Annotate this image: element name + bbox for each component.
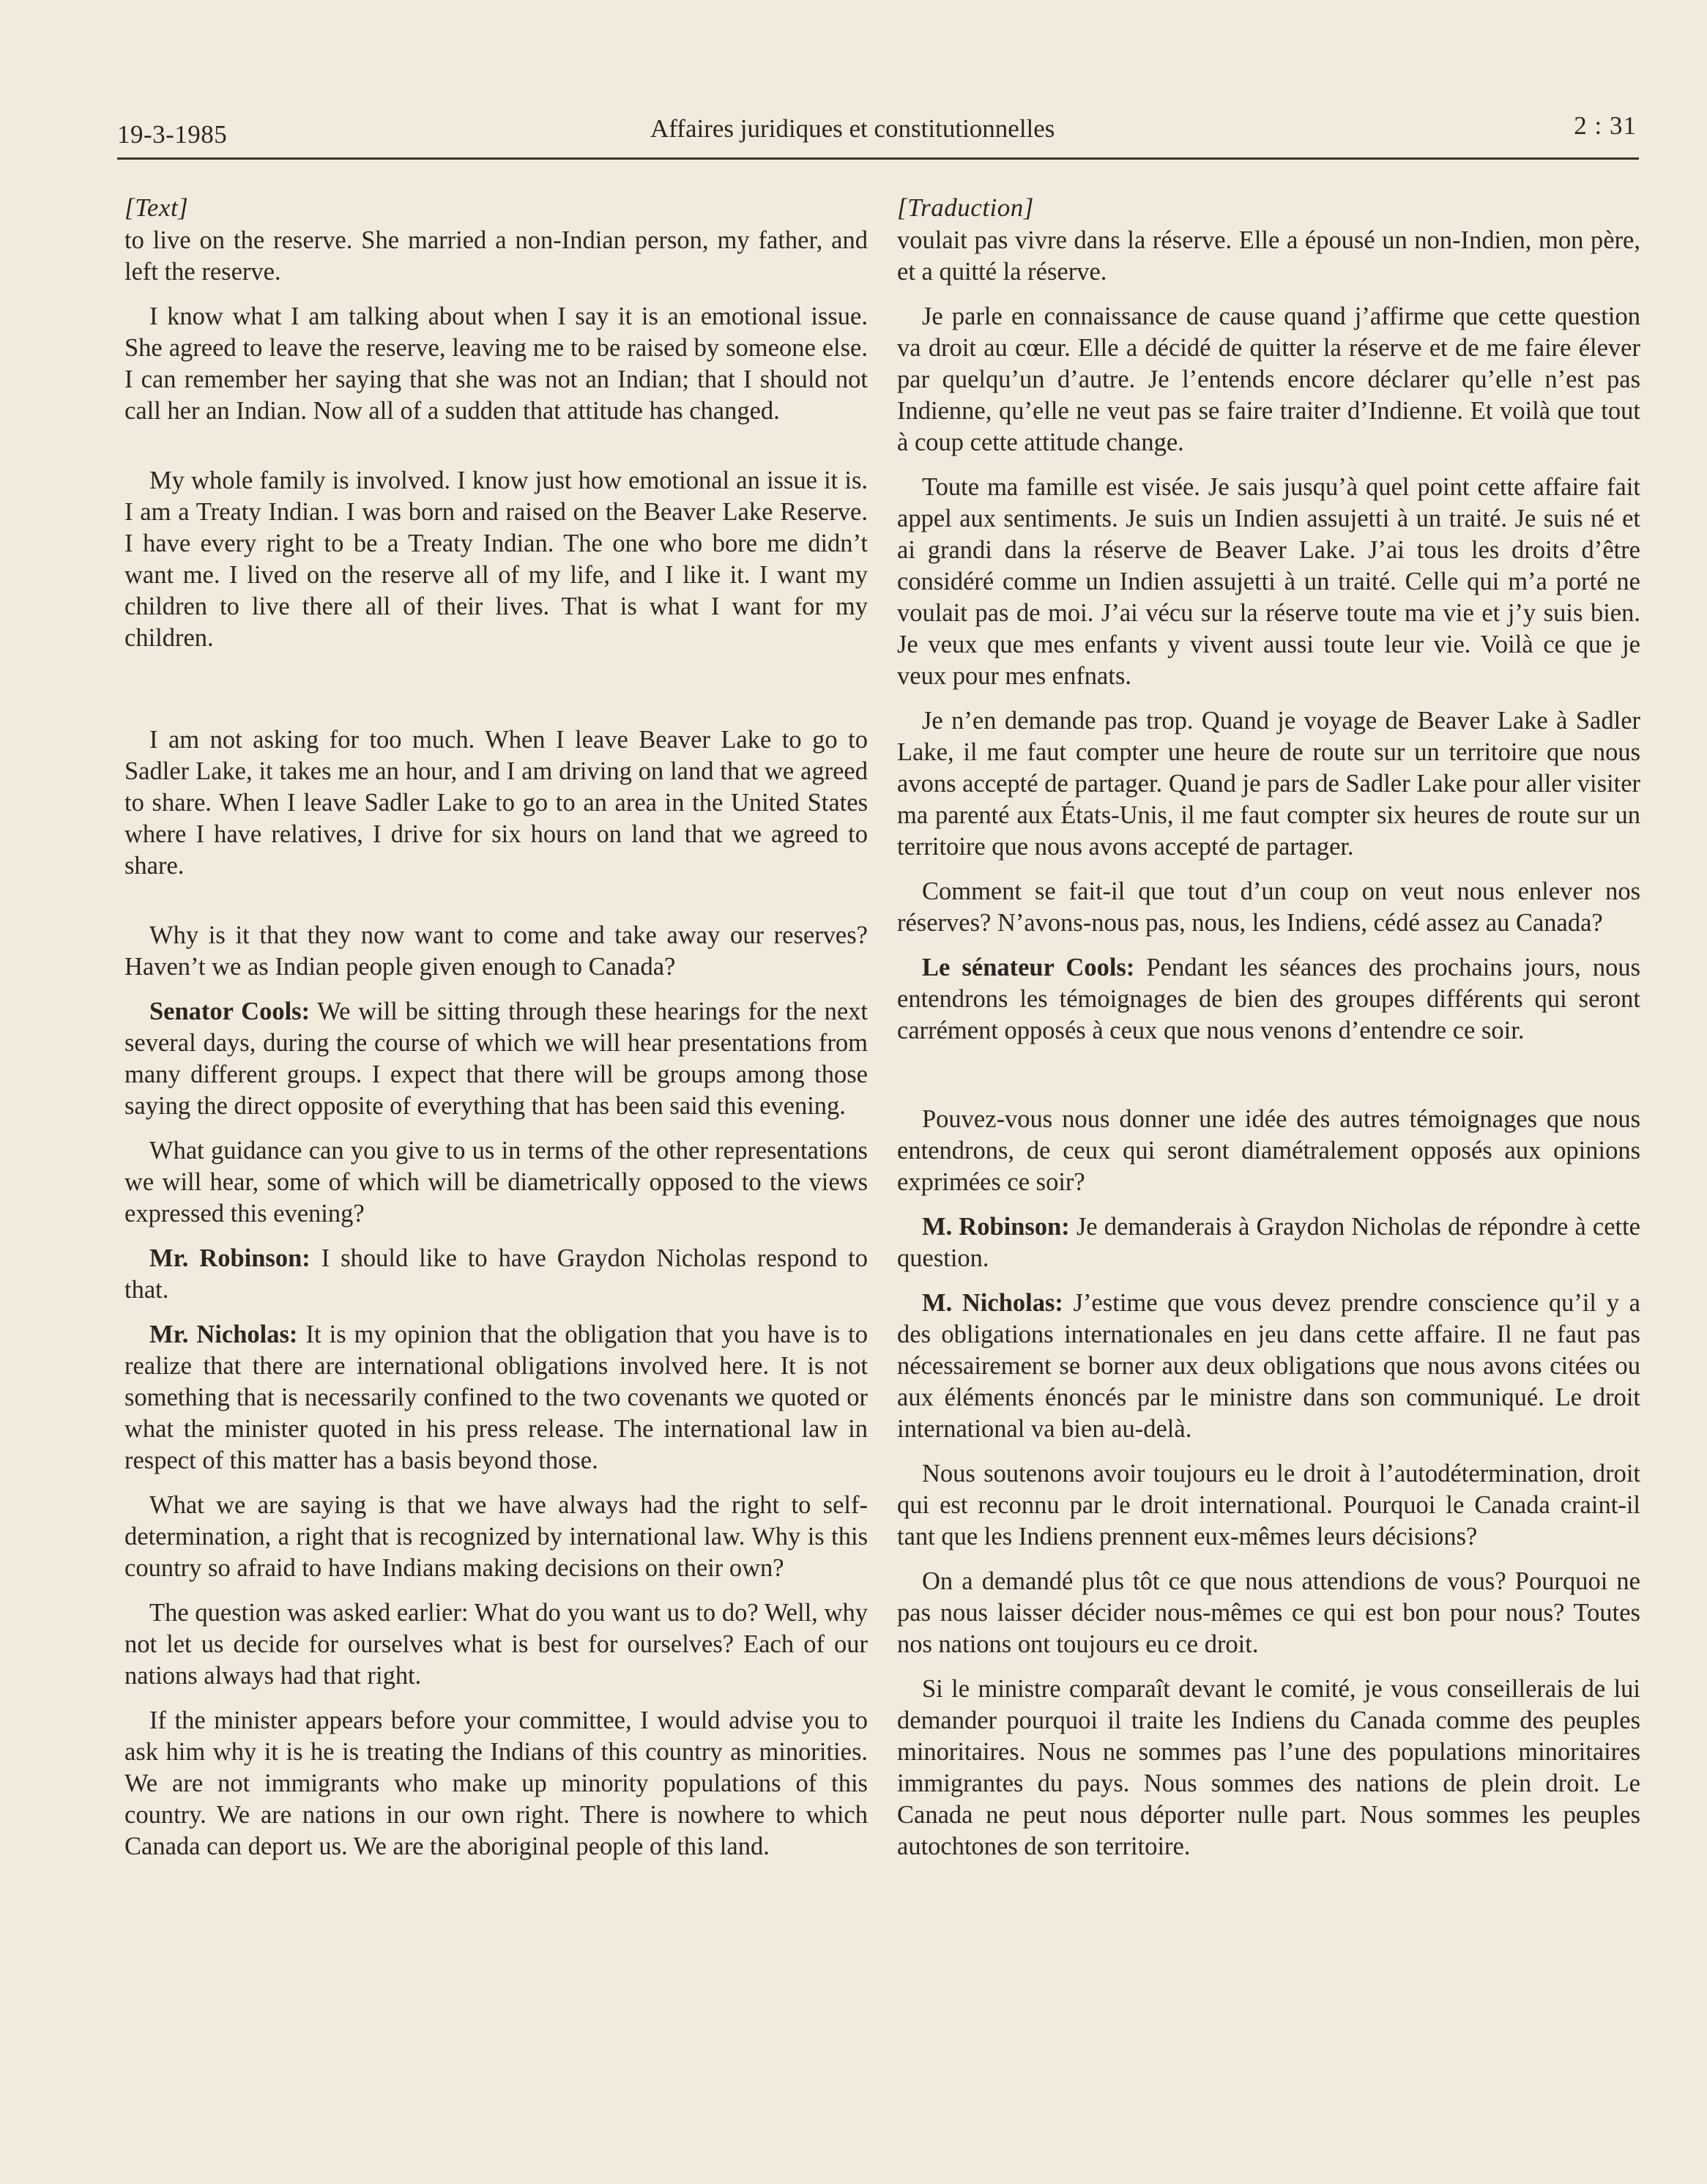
paragraph: My whole family is involved. I know just how emotional an issue it is. I am a Treaty Indian. I was born and raised on the Beaver Lake Reserve. I have every right to be a Treaty Indian. The one who bore me didn’t want me. I lived on the reserve all of my life, and I like it. I want my children to live there all of their lives. That is what I want for my children. (124, 467, 868, 652)
header-page-number: 2 : 31 (1574, 111, 1637, 140)
paragraph: Mr. Robinson: I should like to have Graydon Nicholas respond to that. (124, 1244, 868, 1304)
paragraph: M. Robinson: Je demanderais à Graydon Nicholas de répondre à cette question. (897, 1213, 1640, 1272)
left-column (124, 192, 868, 1876)
speaker-name: M. Nicholas: (922, 1289, 1063, 1317)
header-title: Affaires juridiques et constitutionnelles (650, 114, 1055, 143)
paragraph: I know what I am talking about when I say it is an emotional issue. She agreed to leave the reserve, leaving me to be raised by someone else. I can remember her saying that she was not an Indian; that I should not call her an Indian. Now all of a sudden that attitude has changed. (124, 302, 868, 425)
paragraph: Nous soutenons avoir toujours eu le droit à l’autodétermination, droit qui est reconnu par le droit international. Pourquoi le Canada craint-il tant que les Indiens prennent eux-mêmes leurs décisions? (897, 1460, 1640, 1550)
right-column (897, 192, 1640, 1876)
header-date: 19-3-1985 (117, 120, 228, 149)
paragraph: What guidance can you give to us in terms of the other representations we will hear, some of which will be diametrically opposed to the views expressed this evening? (124, 1137, 868, 1227)
paragraph: If the minister appears before your committee, I would advise you to ask him why it is he is treating the Indians of this country as minorities. We are not immigrants who make up minority populations of this country. We are nations in our own right. There is nowhere to which Canada can deport us. We are the aboriginal people of this land. (124, 1706, 868, 1860)
paragraph: Si le ministre comparaît devant le comité, je vous conseillerais de lui demander pourquoi il traite les Indiens du Canada comme des peuples minoritaires. Nous ne sommes pas l’une des populations minoritaires immigrantes du pays. Nous sommes des nations de plein droit. Le Canada ne peut nous déporter nulle part. Nous sommes les peuples autochtones de son territoire. (897, 1675, 1640, 1860)
speaker-name: Senator Cools: (149, 998, 310, 1025)
paragraph: Toute ma famille est visée. Je sais jusqu’à quel point cette affaire fait appel aux sentiments. Je suis un Indien assujetti à un traité. Je suis né et ai grandi dans la réserve de Beaver Lake. J’ai tous les droits d’être considéré comme un Indien assujetti à un traité. Celle qui m’a porté ne voulait pas de moi. J’ai vécu sur la réserve toute ma vie et j’y suis bien. Je veux que mes enfants y vivent aussi toute leur vie. Voilà ce que je veux pour mes enfnats. (897, 473, 1640, 690)
paragraph: to live on the reserve. She married a non-Indian person, my father, and left the reserve. (124, 226, 868, 286)
speaker-name: M. Robinson: (922, 1213, 1070, 1241)
paragraph: M. Nicholas: J’estime que vous devez prendre conscience qu’il y a des obligations internationales en jeu dans cette affaire. Il ne faut pas nécessairement se borner aux deux obligations que nous avons citées ou aux éléments énoncés par le ministre dans son communiqué. Le droit international va bien au-delà. (897, 1289, 1640, 1443)
paragraph: Mr. Nicholas: It is my opinion that the obligation that you have is to realize that there are international obligations involved here. It is not something that is necessarily confined to the two covenants we quoted or what the minister quoted in his press release. The international law in respect of this matter has a basis beyond those. (124, 1321, 868, 1474)
paragraph: Comment se fait-il que tout d’un coup on veut nous enlever nos réserves? N’avons-nous pas, nous, les Indiens, cédé assez au Canada? (897, 877, 1640, 937)
header-rule (117, 157, 1639, 160)
paragraph: The question was asked earlier: What do you want us to do? Well, why not let us decide for ourselves what is best for ourselves? Each of our nations always had that right. (124, 1599, 868, 1690)
paragraph: Why is it that they now want to come and take away our reserves? Haven’t we as Indian people given enough to Canada? (124, 921, 868, 981)
paragraph: On a demandé plus tôt ce que nous attendions de vous? Pourquoi ne pas nous laisser décider nous-mêmes ce qui est bon pour nous? Toutes nos nations ont toujours eu ce droit. (897, 1567, 1640, 1658)
paragraph: Le sénateur Cools: Pendant les séances des prochains jours, nous entendrons les témoignages de bien des groupes différents qui seront carrément opposés à ceux que nous venons d’entendre ce soir. (897, 954, 1640, 1044)
paragraph: Pouvez-vous nous donner une idée des autres témoignages que nous entendrons, de ceux qui seront diamétralement opposés aux opinions exprimées ce soir? (897, 1105, 1640, 1196)
paragraph: Senator Cools: We will be sitting through these hearings for the next several days, during the course of which we will hear presentations from many different groups. I expect that there will be groups among those saying the direct opposite of everything that has been said this evening. (124, 998, 868, 1120)
speaker-name: Le sénateur Cools: (922, 954, 1135, 981)
section-label-text: [Text] (124, 193, 189, 222)
paragraph: What we are saying is that we have always had the right to self-determination, a right that is recognized by international law. Why is this country so afraid to have Indians making decisions on their own? (124, 1491, 868, 1582)
paragraph: Je parle en connaissance de cause quand j’affirme que cette question va droit au cœur. Elle a décidé de quitter la réserve et de me faire élever par quelqu’un d’autre. Je l’entends encore déclarer qu’elle n’est pas Indienne, qu’elle ne veut pas se faire traiter d’Indienne. Et voilà que tout à coup cette attitude change. (897, 302, 1640, 456)
speaker-name: Mr. Nicholas: (149, 1321, 298, 1348)
paragraph: Je n’en demande pas trop. Quand je voyage de Beaver Lake à Sadler Lake, il me faut compter une heure de route sur un territoire que nous avons accepté de partager. Quand je pars de Sadler Lake pour aller visiter ma parenté aux États-Unis, il me faut compter six heures de route sur un territoire que nous avons accepté de partager. (897, 707, 1640, 861)
page-header (117, 110, 1637, 161)
speaker-name: Mr. Robinson: (149, 1244, 310, 1272)
section-label-traduction: [Traduction] (897, 193, 1034, 222)
paragraph: voulait pas vivre dans la réserve. Elle a épousé un non-Indien, mon père, et a quitté la réserve. (897, 226, 1640, 286)
paragraph: I am not asking for too much. When I leave Beaver Lake to go to Sadler Lake, it takes me an hour, and I am driving on land that we agreed to share. When I leave Sadler Lake to go to an area in the United States where I have relatives, I drive for six hours on land that we agreed to share. (124, 726, 868, 880)
